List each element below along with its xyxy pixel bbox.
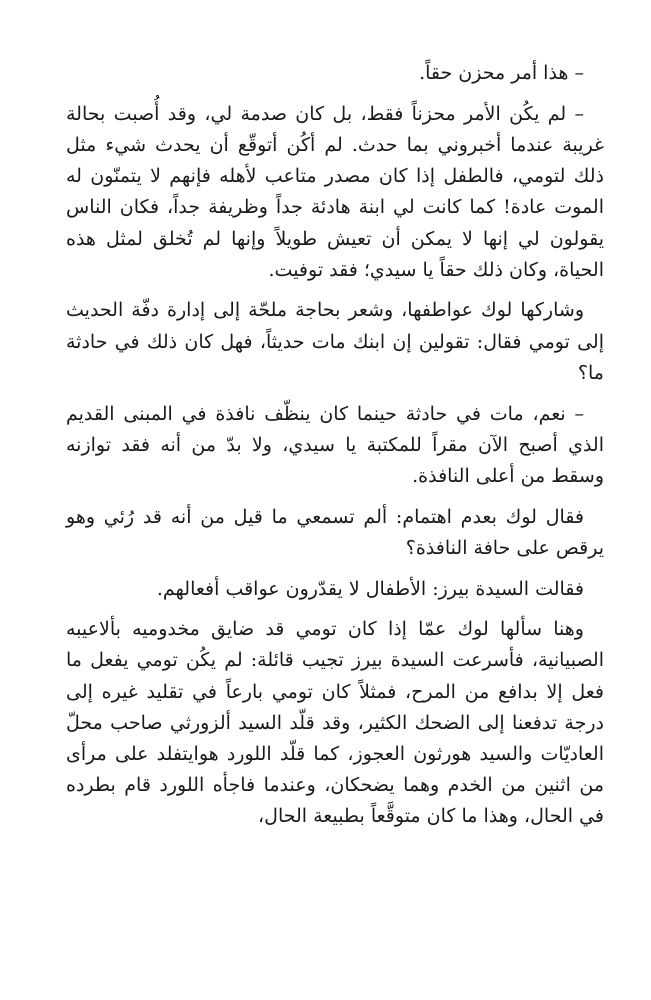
paragraph-narration-4: وهنا سألها لوك عمّا إذا كان تومي قد ضايق مخدوميه بألاعيبه الصبيانية، فأسرعت السيدة بيرز تجيب قائلة: لم يكُن تومي يفعل ما فعل إلا بدافع من المرح، فمثلاً كان تومي بارعاً في تقليد غيره إلى درجة تدفعنا إلى الضحك الكثير، وقد قلّد السيد ألزورثي صاحب محلّ العاديّات والسيد هورثون العجوز، كما قلّد اللورد هوايتفلد على مرأى من اثنين من الخدم وهما يضحكان، وعندما فاجأه اللورد قام بطرده في الحال، وهذا ما كان متوقَّعاً بطبيعة الحال، [66,618,604,828]
paragraph-dialogue-3: – نعم، مات في حادثة حينما كان ينظّف نافذة في المبنى القديم الذي أصبح الآن مقراً للمكتبة يا سيدي، ولا بدّ من أنه فقد توازنه وسقط من أعلى النافذة. [66,402,604,487]
paragraph-dialogue-1: – هذا أمر محزن حقاً. [419,62,584,84]
paragraph-dialogue-2: – لم يكُن الأمر محزناً فقط، بل كان صدمة لي، وقد أُصبت بحالة غريبة عندما أخبروني بما حدث. لم أكُن أتوقّع أن يحدث شيء مثل ذلك لتومي، فالطفل إذا كان مصدر متاعب لأهله فإنهم لا يتمنّون له الموت عادة! كما كانت لي ابنة هادئة جداً وظريفة جداً، فكان الناس يقولون لي إنها لا يمكن أن تعيش طويلاً وإنها لم تُخلق لمثل هذه الحياة، وكان ذلك حقاً يا سيدي؛ فقد توفيت. [66,102,604,281]
book-page-text [66,58,604,842]
paragraph-narration-3: فقالت السيدة بيرز: الأطفال لا يقدّرون عواقب أفعالهم. [156,577,584,600]
paragraph-narration-2: فقال لوك بعدم اهتمام: ألم تسمعي ما قيل من أنه قد رُئي وهو يرقص على حافة النافذة؟ [66,505,604,559]
paragraph-narration-1: وشاركها لوك عواطفها، وشعر بحاجة ملحّة إلى إدارة دفّة الحديث إلى تومي فقال: تقولين إن ابنك مات حديثاً، فهل كان ذلك في حادثة ما؟ [66,299,604,384]
